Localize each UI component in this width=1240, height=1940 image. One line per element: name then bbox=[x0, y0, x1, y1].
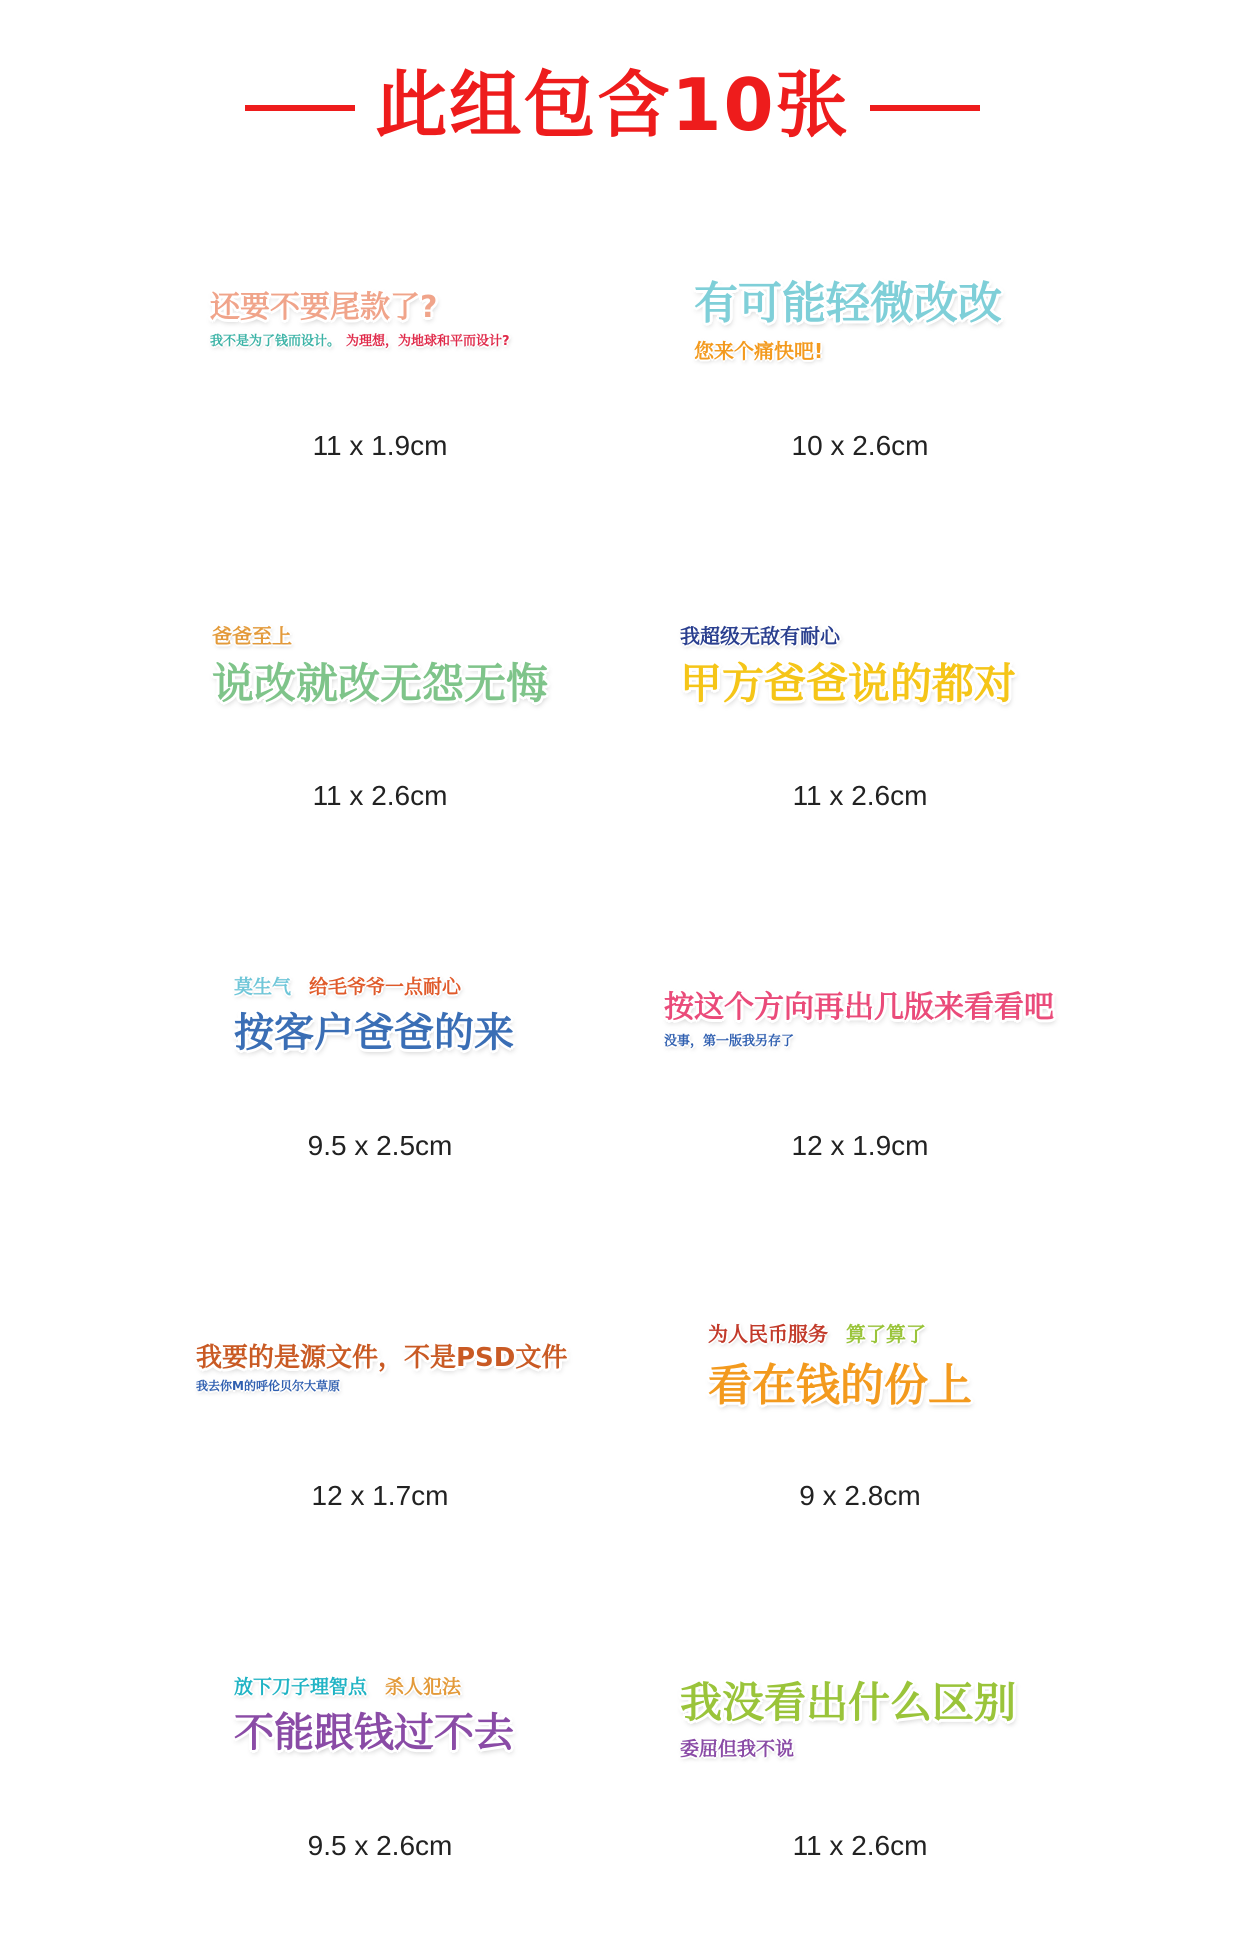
sticker-size-label: 11 x 2.6cm bbox=[792, 780, 928, 811]
sticker-kicker: 放下刀子理智点 bbox=[234, 1676, 368, 1698]
sticker-card bbox=[600, 1640, 1120, 1940]
sticker-headline: 还要不要尾款了? bbox=[210, 289, 438, 325]
sticker-card bbox=[600, 1290, 1120, 1590]
sticker-art bbox=[120, 240, 640, 390]
sticker-card bbox=[600, 590, 1120, 890]
sticker-subline bbox=[210, 330, 640, 349]
page-title: 此组包含10张 bbox=[375, 63, 850, 147]
sticker-art bbox=[600, 590, 1120, 740]
sticker-headline: 按客户爸爸的来 bbox=[234, 1010, 514, 1056]
sticker-size-label: 11 x 2.6cm bbox=[792, 1830, 928, 1861]
sticker-kicker: 为人民币服务 bbox=[708, 1321, 828, 1346]
sticker-subtext: 我去你M的呼伦贝尔大草原 bbox=[196, 1378, 340, 1393]
sticker-kicker: 杀人犯法 bbox=[385, 1676, 462, 1698]
sticker-card bbox=[120, 240, 640, 540]
sticker-art bbox=[120, 940, 640, 1090]
sticker-kicker: 爸爸至上 bbox=[212, 623, 292, 648]
sticker-subtext: 为理想，为地球和平而设计? bbox=[346, 333, 510, 349]
sticker-headline: 按这个方向再出几版来看看吧 bbox=[664, 989, 1054, 1025]
sticker-art bbox=[600, 940, 1120, 1090]
sticker-kicker-row bbox=[234, 972, 640, 999]
sticker-headline: 有可能轻微改改 bbox=[694, 277, 1002, 329]
sticker-size-label: 9 x 2.8cm bbox=[799, 1480, 921, 1511]
sticker-art bbox=[600, 240, 1120, 390]
sticker-size-label: 9.5 x 2.5cm bbox=[307, 1130, 453, 1161]
sticker-subtext: 委屈但我不说 bbox=[680, 1737, 795, 1760]
sticker-kicker: 莫生气 bbox=[234, 976, 292, 998]
sticker-headline: 我没看出什么区别 bbox=[680, 1677, 1017, 1727]
sticker-card bbox=[120, 590, 640, 890]
sticker-headline: 说改就改无怨无悔 bbox=[212, 658, 549, 708]
sticker-size-label: 11 x 2.6cm bbox=[312, 780, 448, 811]
sticker-subtext: 我不是为了钱而设计。 bbox=[210, 333, 341, 349]
sticker-subtext: 没事，第一版我另存了 bbox=[664, 1033, 795, 1049]
sticker-art bbox=[600, 1640, 1120, 1790]
sticker-art bbox=[120, 1290, 640, 1440]
sticker-size-label: 10 x 2.6cm bbox=[791, 430, 929, 461]
sticker-size-label: 12 x 1.9cm bbox=[791, 1130, 929, 1161]
sticker-card bbox=[600, 940, 1120, 1240]
sticker-headline: 不能跟钱过不去 bbox=[234, 1710, 514, 1756]
sticker-art bbox=[600, 1290, 1120, 1440]
sticker-headline: 我要的是源文件，不是PSD文件 bbox=[196, 1342, 568, 1373]
sticker-art bbox=[120, 1640, 640, 1790]
sticker-art bbox=[120, 590, 640, 740]
sticker-kicker: 我超级无敌有耐心 bbox=[680, 623, 840, 648]
sticker-kicker: 给毛爷爷一点耐心 bbox=[309, 976, 462, 998]
sticker-card bbox=[120, 1290, 640, 1590]
sticker-headline: 甲方爸爸说的都对 bbox=[680, 658, 1017, 708]
sticker-card bbox=[600, 240, 1120, 540]
sticker-size-label: 11 x 1.9cm bbox=[312, 430, 448, 461]
sticker-subtext: 您来个痛快吧! bbox=[694, 338, 824, 363]
sticker-size-label: 12 x 1.7cm bbox=[311, 1480, 449, 1511]
sticker-kicker-row bbox=[708, 1318, 1120, 1347]
sticker-kicker-row bbox=[234, 1672, 640, 1699]
sticker-kicker: 算了算了 bbox=[846, 1321, 926, 1346]
sticker-size-label: 9.5 x 2.6cm bbox=[307, 1830, 453, 1861]
sticker-headline: 看在钱的份上 bbox=[708, 1359, 972, 1411]
sticker-card bbox=[120, 1640, 640, 1940]
sticker-card bbox=[120, 940, 640, 1240]
